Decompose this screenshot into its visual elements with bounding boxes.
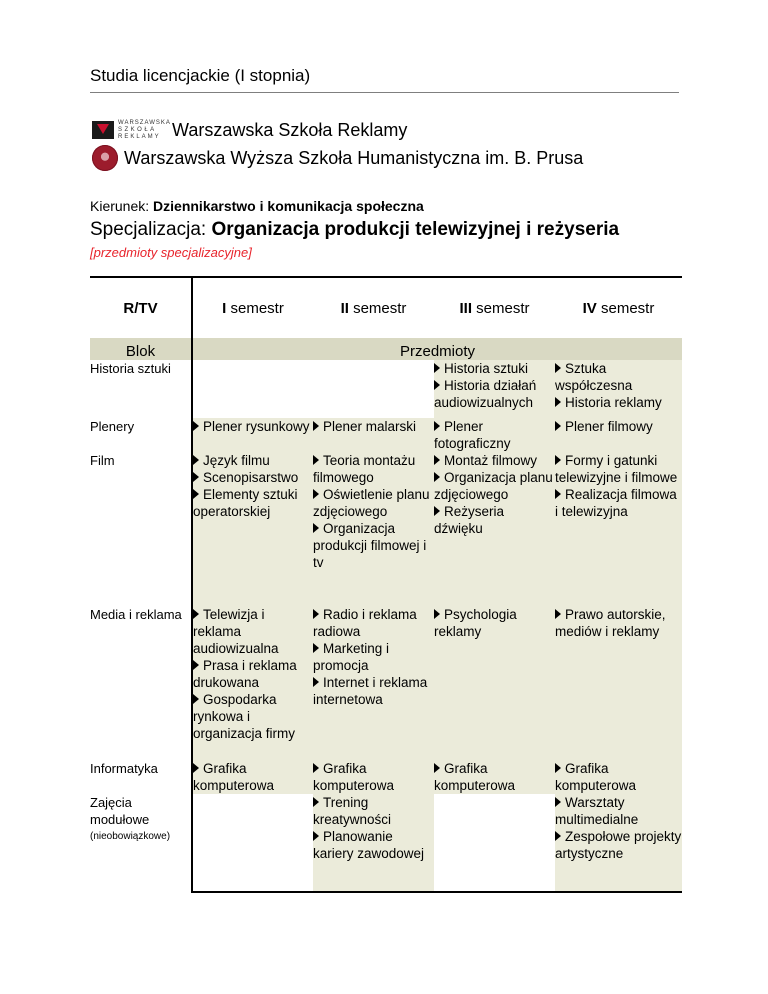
bullet-arrow-icon	[313, 797, 319, 807]
subject-name: Warsztaty multimedialne	[555, 795, 639, 827]
subject-item	[193, 606, 313, 657]
bullet-arrow-icon	[434, 763, 440, 773]
wwsh-seal-icon	[92, 145, 118, 171]
subject-item	[555, 418, 682, 435]
spec-value: Organizacja produkcji telewizyjnej i reżyseria	[211, 219, 620, 240]
kierunek-value: Dziennikarstwo i komunikacja społeczna	[153, 198, 424, 214]
subject-name: Telewizja i reklama audiowizualna	[193, 607, 279, 656]
subject-item	[313, 640, 434, 674]
col-header-sem2: II semestr	[313, 277, 434, 338]
subject-item	[555, 606, 682, 640]
subject-name: Historia sztuki	[444, 361, 529, 376]
subject-name: Reżyseria dźwięku	[434, 504, 505, 536]
subject-cell	[555, 418, 682, 452]
row-label-sub: (nieobowiązkowe)	[90, 831, 171, 842]
school-row-wwsh	[90, 145, 583, 171]
subject-name: Prasa i reklama drukowana	[193, 658, 297, 690]
bullet-arrow-icon	[193, 489, 199, 499]
subject-name: Organizacja planu zdjęciowego	[434, 470, 553, 502]
row-label-text: Media i reklama	[90, 607, 182, 622]
bullet-arrow-icon	[313, 643, 319, 653]
subject-cell	[555, 760, 682, 794]
subject-item	[555, 760, 682, 794]
subject-cell	[313, 606, 434, 760]
blok-label: Blok	[90, 338, 192, 360]
subject-item	[193, 469, 313, 486]
row-label-text: Film	[90, 453, 115, 468]
subject-cell	[434, 760, 555, 794]
subject-item	[313, 828, 434, 862]
bullet-arrow-icon	[555, 421, 561, 431]
subject-item	[313, 418, 434, 435]
row-label-text: Historia sztuki	[90, 361, 171, 376]
subject-name: Grafika komputerowa	[313, 761, 395, 793]
row-label	[90, 760, 192, 794]
bullet-arrow-icon	[193, 455, 199, 465]
subject-cell	[192, 360, 313, 418]
row-label	[90, 360, 192, 418]
table-row	[90, 606, 682, 760]
subject-name: Historia reklamy	[565, 395, 662, 410]
subject-name: Trening kreatywności	[313, 795, 392, 827]
bullet-arrow-icon	[193, 694, 199, 704]
subject-cell	[434, 418, 555, 452]
bullet-arrow-icon	[193, 472, 199, 482]
subject-name: Grafika komputerowa	[193, 761, 275, 793]
subject-cell	[555, 360, 682, 418]
subject-cell	[313, 418, 434, 452]
subject-item	[555, 828, 682, 862]
wsr-logo-mark-icon	[92, 121, 114, 139]
table-row	[90, 760, 682, 794]
bullet-arrow-icon	[555, 363, 561, 373]
subject-name: Oświetlenie planu zdjęciowego	[313, 487, 430, 519]
subject-cell	[192, 452, 313, 606]
subject-name: Plener malarski	[323, 419, 417, 434]
subject-name: Plener filmowy	[565, 419, 653, 434]
subject-name: Prawo autorskie, mediów i reklamy	[555, 607, 666, 639]
subject-name: Formy i gatunki telewizyjne i filmowe	[555, 453, 678, 485]
table-row	[90, 794, 682, 892]
table-row	[90, 452, 682, 606]
kierunek-line	[90, 198, 424, 214]
subject-cell	[555, 452, 682, 606]
subject-name: Grafika komputerowa	[555, 761, 637, 793]
subject-cell	[313, 794, 434, 892]
row-label-text: Zajęcia modułowe	[90, 795, 150, 827]
table-row	[90, 418, 682, 452]
bullet-arrow-icon	[193, 763, 199, 773]
subject-name: Sztuka współczesna	[555, 361, 633, 393]
subject-item	[434, 503, 555, 537]
subject-name: Elementy sztuki operatorskiej	[193, 487, 298, 519]
subject-item	[434, 360, 555, 377]
row-label-text: Informatyka	[90, 761, 158, 776]
bullet-arrow-icon	[193, 421, 199, 431]
spec-note: [przedmioty specjalizacyjne]	[90, 245, 252, 260]
bullet-arrow-icon	[313, 455, 319, 465]
bullet-arrow-icon	[434, 421, 440, 431]
bullet-arrow-icon	[313, 489, 319, 499]
subject-cell	[313, 360, 434, 418]
curriculum-table	[90, 276, 682, 893]
subject-item	[555, 486, 682, 520]
subject-name: Zespołowe projekty artystyczne	[555, 829, 682, 861]
row-label	[90, 452, 192, 606]
bullet-arrow-icon	[434, 506, 440, 516]
subject-item	[193, 418, 313, 435]
subject-name: Planowanie kariery zawodowej	[313, 829, 425, 861]
subject-cell	[555, 606, 682, 760]
subject-cell	[434, 360, 555, 418]
subject-name: Marketing i promocja	[313, 641, 390, 673]
subject-name: Internet i reklama internetowa	[313, 675, 428, 707]
wsr-logo-text-1: WARSZAWSKA	[118, 120, 171, 126]
row-label	[90, 418, 192, 452]
bullet-arrow-icon	[555, 397, 561, 407]
subject-cell	[555, 794, 682, 892]
subject-name: Plener rysunkowy	[203, 419, 310, 434]
subject-item	[313, 606, 434, 640]
przedmioty-label: Przedmioty	[192, 338, 682, 360]
subject-name: Scenopisarstwo	[203, 470, 299, 485]
bullet-arrow-icon	[555, 609, 561, 619]
bullet-arrow-icon	[555, 831, 561, 841]
bullet-arrow-icon	[313, 831, 319, 841]
subject-cell	[434, 452, 555, 606]
subject-item	[193, 691, 313, 742]
subject-item	[434, 418, 555, 452]
row-label-text: Plenery	[90, 419, 135, 434]
bullet-arrow-icon	[555, 489, 561, 499]
bullet-arrow-icon	[193, 660, 199, 670]
table-row	[90, 360, 682, 418]
bullet-arrow-icon	[313, 763, 319, 773]
subject-name: Radio i reklama radiowa	[313, 607, 417, 639]
subject-item	[313, 760, 434, 794]
row-label	[90, 606, 192, 760]
bullet-arrow-icon	[313, 523, 319, 533]
blok-row	[90, 338, 682, 360]
bullet-arrow-icon	[555, 455, 561, 465]
subject-item	[434, 469, 555, 503]
subject-item	[193, 452, 313, 469]
bullet-arrow-icon	[555, 797, 561, 807]
subject-name: Historia działań audiowizualnych	[434, 378, 537, 410]
subject-item	[313, 486, 434, 520]
subject-item	[555, 394, 682, 411]
subject-item	[555, 360, 682, 394]
subject-item	[434, 377, 555, 411]
subject-name: Gospodarka rynkowa i organizacja firmy	[193, 692, 296, 741]
wsr-logo	[90, 117, 171, 143]
subject-cell	[313, 760, 434, 794]
subject-item	[555, 452, 682, 486]
col-header-rtv: R/TV	[90, 277, 192, 338]
subject-cell	[434, 606, 555, 760]
school-row-wsr	[90, 117, 407, 143]
subject-name: Grafika komputerowa	[434, 761, 516, 793]
bullet-arrow-icon	[313, 421, 319, 431]
wwsh-name: Warszawska Wyższa Szkoła Humanistyczna im. B. Prusa	[124, 147, 584, 168]
bullet-arrow-icon	[555, 763, 561, 773]
bullet-arrow-icon	[193, 609, 199, 619]
subject-item	[193, 760, 313, 794]
wsr-name: Warszawska Szkoła Reklamy	[172, 119, 408, 140]
wsr-logo-text-2: SZKOŁA	[118, 127, 157, 133]
specjalizacja-line	[90, 219, 619, 241]
header-row	[90, 277, 682, 338]
subject-name: Psychologia reklamy	[434, 607, 517, 639]
row-label	[90, 794, 192, 892]
subject-item	[434, 606, 555, 640]
bullet-arrow-icon	[434, 472, 440, 482]
subject-item	[313, 794, 434, 828]
col-header-sem3: III semestr	[434, 277, 555, 338]
header-divider	[90, 92, 679, 93]
spec-label: Specjalizacja:	[90, 219, 212, 240]
subject-item	[434, 760, 555, 794]
subject-cell	[192, 794, 313, 892]
bullet-arrow-icon	[434, 363, 440, 373]
bullet-arrow-icon	[313, 609, 319, 619]
subject-item	[313, 520, 434, 571]
subject-item	[313, 674, 434, 708]
col-header-sem4: IV semestr	[555, 277, 682, 338]
subject-cell	[313, 452, 434, 606]
col-header-sem1: I semestr	[192, 277, 313, 338]
subject-item	[193, 486, 313, 520]
subject-cell	[192, 418, 313, 452]
subject-name: Język filmu	[203, 453, 270, 468]
page-title: Studia licencjackie (I stopnia)	[90, 66, 311, 85]
subject-item	[434, 452, 555, 469]
subject-cell	[434, 794, 555, 892]
subject-item	[555, 794, 682, 828]
bullet-arrow-icon	[434, 455, 440, 465]
subject-name: Organizacja produkcji filmowej i tv	[313, 521, 427, 570]
bullet-arrow-icon	[313, 677, 319, 687]
subject-cell	[192, 606, 313, 760]
subject-item	[313, 452, 434, 486]
subject-item	[193, 657, 313, 691]
subject-name: Teoria montażu filmowego	[313, 453, 416, 485]
wsr-logo-text-3: REKLAMY	[118, 134, 161, 140]
kierunek-label: Kierunek:	[90, 198, 154, 214]
table-body	[90, 360, 682, 892]
subject-name: Plener fotograficzny	[434, 419, 511, 451]
bullet-arrow-icon	[434, 380, 440, 390]
subject-name: Montaż filmowy	[444, 453, 538, 468]
subject-cell	[192, 760, 313, 794]
subject-name: Realizacja filmowa i telewizyjna	[555, 487, 677, 519]
bullet-arrow-icon	[434, 609, 440, 619]
